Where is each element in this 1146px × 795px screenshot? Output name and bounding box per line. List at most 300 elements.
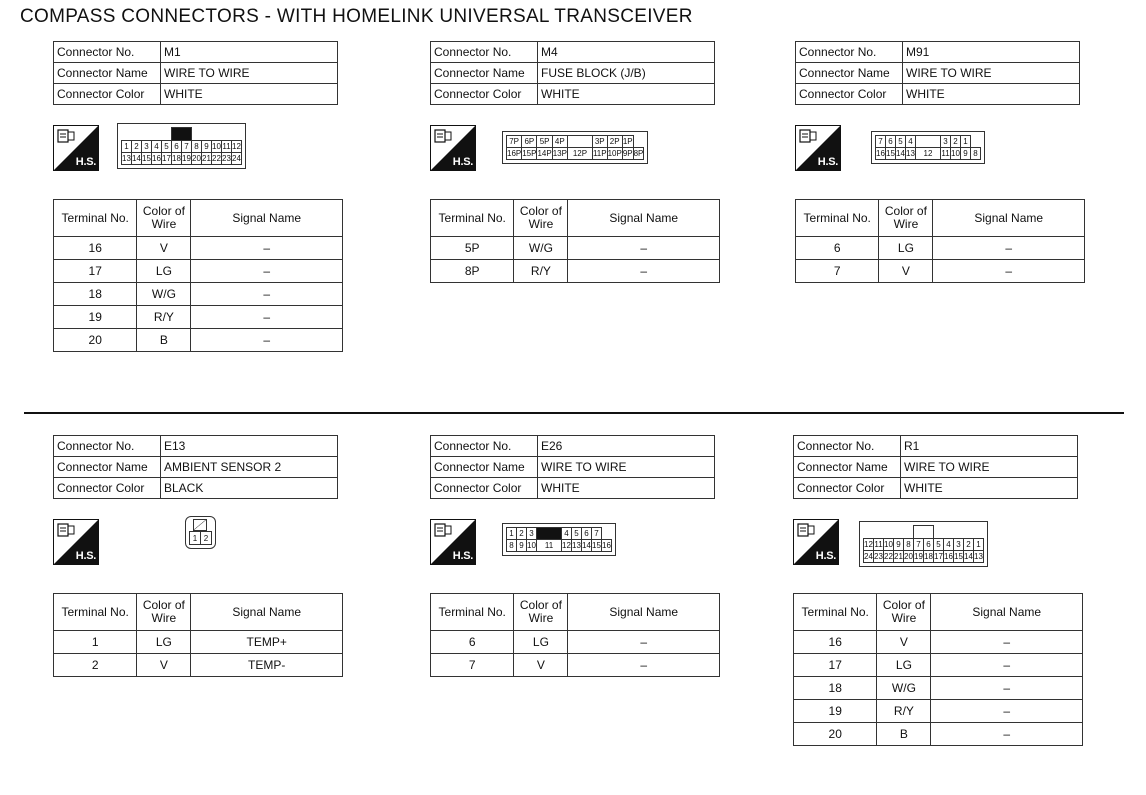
table-row (431, 631, 720, 654)
terminal-no-cell: 1 (54, 631, 137, 654)
terminal-no-cell: 19 (54, 306, 137, 329)
hs-label: H.S. (75, 156, 96, 168)
connector-pin: 5 (572, 528, 582, 540)
connector-pin: 17 (934, 552, 943, 561)
header-signal-name: Signal Name (191, 200, 343, 237)
table-row (794, 700, 1083, 723)
connector-pin: 13 (906, 149, 915, 158)
table-row (794, 677, 1083, 700)
hs-label: H.S. (452, 156, 473, 168)
connector-pin (537, 528, 562, 540)
connector-pin: 18 (924, 552, 933, 561)
header-color-of-wire (879, 200, 933, 237)
wire-color-cell: V (879, 260, 933, 283)
info-value: AMBIENT SENSOR 2 (161, 457, 338, 478)
connector-face-diagram (859, 521, 988, 567)
connector-pin: 10 (884, 540, 893, 549)
header-signal-name: Signal Name (568, 594, 720, 631)
connector-block-m91 (795, 41, 1085, 401)
header-color-of-line2: Wire (528, 611, 554, 625)
info-value: WHITE (901, 478, 1078, 499)
terminal-no-cell: 6 (431, 631, 514, 654)
terminal-no-cell: 8P (431, 260, 514, 283)
table-row (794, 654, 1083, 677)
header-color-of-wire (137, 200, 191, 237)
connector-pin: 9 (202, 141, 212, 153)
hs-label: H.S. (75, 550, 96, 562)
terminal-header-row (794, 594, 1083, 631)
table-row (54, 237, 343, 260)
connector-pin: 6 (582, 528, 592, 540)
connector-pin: 1 (507, 528, 517, 540)
wire-color-cell: W/G (137, 283, 191, 306)
connector-pin: 17 (162, 154, 171, 163)
connector-pin: 12 (232, 142, 241, 151)
connector-pin: 1 (961, 136, 971, 148)
connector-pin: 3 (941, 136, 951, 148)
connector-pin: 15 (592, 541, 601, 550)
info-value: WHITE (903, 84, 1080, 105)
page-title: COMPASS CONNECTORS - WITH HOMELINK UNIVERSAL TRANSCEIVER (20, 6, 693, 27)
terminal-table (793, 593, 1083, 746)
terminal-no-cell: 7 (431, 654, 514, 677)
info-row (431, 63, 715, 84)
header-color-of-wire (877, 594, 931, 631)
connector-pin: 16 (602, 541, 611, 550)
connector-pin: 1 (122, 141, 132, 153)
info-label: Connector Color (54, 478, 161, 499)
wire-color-cell: B (137, 329, 191, 352)
header-color-of-wire (514, 200, 568, 237)
signal-name-cell: – (568, 631, 720, 654)
table-row (794, 631, 1083, 654)
terminal-no-cell: 18 (794, 677, 877, 700)
connector-pin: 11 (222, 142, 231, 151)
connector-pin: 2P (607, 136, 622, 148)
info-label: Connector Color (794, 478, 901, 499)
section-divider (24, 412, 1124, 414)
terminal-no-cell: 19 (794, 700, 877, 723)
connector-pin: 14P (537, 149, 552, 158)
connector-lock-tab (171, 127, 192, 140)
connector-face-diagram (871, 131, 985, 164)
terminal-header-row (431, 200, 720, 237)
signal-name-cell: – (931, 631, 1083, 654)
connector-pin: 2 (517, 528, 527, 540)
info-value: WIRE TO WIRE (161, 63, 338, 84)
table-row (431, 654, 720, 677)
connector-pin: 11 (941, 149, 950, 158)
connector-lock-tab (913, 525, 934, 538)
signal-name-cell: – (931, 723, 1083, 746)
table-row (431, 260, 720, 283)
info-label: Connector No. (431, 436, 538, 457)
connector-pin: 16 (876, 149, 885, 158)
header-color-of-line1: Color of (519, 204, 562, 218)
connector-pin: 13P (552, 149, 567, 158)
connector-pin: 11 (874, 540, 883, 549)
connector-pin: 22 (212, 154, 221, 163)
connector-pin: 1 (190, 532, 201, 545)
sensor-key-mark (193, 519, 207, 531)
terminal-no-cell: 20 (794, 723, 877, 746)
connector-pin: 4 (944, 539, 954, 551)
connector-pin: 16 (944, 552, 953, 561)
info-row (796, 42, 1080, 63)
table-row (796, 237, 1085, 260)
header-color-of-line1: Color of (142, 204, 185, 218)
wire-color-cell: W/G (514, 237, 568, 260)
wire-color-cell: W/G (877, 677, 931, 700)
connector-pin: 12 (562, 541, 571, 550)
connector-pin: 5 (934, 539, 944, 551)
info-value: R1 (901, 436, 1078, 457)
info-value: M91 (903, 42, 1080, 63)
terminal-table (53, 593, 343, 677)
connector-info-table (795, 41, 1080, 105)
wire-color-cell: LG (879, 237, 933, 260)
connector-block-e26 (430, 435, 720, 795)
hs-label: H.S. (815, 550, 836, 562)
connector-pin: 23 (874, 552, 883, 561)
info-label: Connector Name (796, 63, 903, 84)
terminal-header-row (796, 200, 1085, 237)
connector-info-table (53, 435, 338, 499)
table-row (54, 329, 343, 352)
info-label: Connector Color (796, 84, 903, 105)
connector-pin: 10 (212, 142, 221, 151)
info-row (431, 42, 715, 63)
connector-pin: 8 (904, 539, 914, 551)
info-label: Connector Name (54, 63, 161, 84)
info-value: BLACK (161, 478, 338, 499)
info-value: WHITE (538, 478, 715, 499)
signal-name-cell: – (191, 260, 343, 283)
wire-color-cell: R/Y (514, 260, 568, 283)
signal-name-cell: – (933, 260, 1085, 283)
info-row (796, 84, 1080, 105)
connector-pin: 7 (914, 539, 924, 551)
connector-block-e13 (53, 435, 343, 795)
connector-pin: 2 (132, 141, 142, 153)
signal-name-cell: – (931, 677, 1083, 700)
table-row (431, 237, 720, 260)
header-color-of-line1: Color of (884, 204, 927, 218)
connector-pin (567, 136, 592, 148)
info-label: Connector No. (794, 436, 901, 457)
connector-pin: 24 (864, 552, 873, 561)
signal-name-cell: TEMP- (191, 654, 343, 677)
info-value: WHITE (161, 84, 338, 105)
info-value: FUSE BLOCK (J/B) (538, 63, 715, 84)
connector-pin: 4 (562, 528, 572, 540)
info-row (54, 478, 338, 499)
connector-pin: 11P (592, 149, 607, 158)
connector-pin: 20 (192, 154, 201, 163)
terminal-no-cell: 7 (796, 260, 879, 283)
connector-pin: 7 (876, 136, 886, 148)
table-row (54, 654, 343, 677)
signal-name-cell: – (931, 700, 1083, 723)
wire-color-cell: LG (137, 260, 191, 283)
hs-label: H.S. (817, 156, 838, 168)
connector-block-r1 (793, 435, 1083, 795)
info-label: Connector Name (54, 457, 161, 478)
info-label: Connector Name (431, 63, 538, 84)
connector-face-diagram (502, 131, 648, 164)
table-row (54, 283, 343, 306)
connector-pin: 13 (122, 154, 131, 163)
connector-pin: 8 (971, 148, 981, 160)
table-row (794, 723, 1083, 746)
terminal-no-cell: 17 (54, 260, 137, 283)
connector-pin: 21 (202, 154, 211, 163)
connector-pin: 12 (864, 540, 873, 549)
header-color-of-line2: Wire (891, 611, 917, 625)
signal-name-cell: – (568, 237, 720, 260)
info-value: WIRE TO WIRE (901, 457, 1078, 478)
connector-pin: 15P (522, 149, 537, 158)
info-label: Connector Color (431, 84, 538, 105)
connector-pin: 12P (567, 148, 592, 160)
info-value: WIRE TO WIRE (903, 63, 1080, 84)
terminal-no-cell: 16 (794, 631, 877, 654)
info-label: Connector No. (431, 42, 538, 63)
info-value: E26 (538, 436, 715, 457)
connector-pin: 16P (507, 149, 522, 158)
header-color-of-line1: Color of (142, 598, 185, 612)
signal-name-cell: – (568, 654, 720, 677)
connector-pin: 13 (974, 552, 983, 561)
terminal-header-row (54, 594, 343, 631)
header-color-of-line1: Color of (519, 598, 562, 612)
connector-info-table (53, 41, 338, 105)
connector-pin: 6 (886, 136, 896, 148)
header-signal-name: Signal Name (931, 594, 1083, 631)
connector-pin: 4P (552, 136, 567, 148)
table-row (54, 260, 343, 283)
connector-pin: 4 (152, 141, 162, 153)
header-signal-name: Signal Name (191, 594, 343, 631)
terminal-header-row (431, 594, 720, 631)
info-value: M4 (538, 42, 715, 63)
header-color-of-line1: Color of (882, 598, 925, 612)
terminal-no-cell: 17 (794, 654, 877, 677)
harness-side-icon (53, 519, 99, 565)
connector-pin: 12 (916, 148, 941, 160)
info-row (54, 42, 338, 63)
info-value: WHITE (538, 84, 715, 105)
info-value: M1 (161, 42, 338, 63)
connector-face-diagram (185, 516, 216, 549)
header-terminal-no: Terminal No. (796, 200, 879, 237)
terminal-no-cell: 6 (796, 237, 879, 260)
wire-color-cell: B (877, 723, 931, 746)
connector-block-m1 (53, 41, 343, 401)
connector-pin: 21 (894, 552, 903, 561)
terminal-table (430, 593, 720, 677)
harness-side-icon (430, 125, 476, 171)
header-color-of-line2: Wire (528, 217, 554, 231)
wire-color-cell: LG (877, 654, 931, 677)
info-value: WIRE TO WIRE (538, 457, 715, 478)
harness-side-icon (795, 125, 841, 171)
terminal-table (430, 199, 720, 283)
header-terminal-no: Terminal No. (431, 594, 514, 631)
wire-color-cell: R/Y (137, 306, 191, 329)
connector-pin: 10P (607, 149, 622, 158)
connector-pin: 9P (622, 149, 633, 158)
terminal-no-cell: 5P (431, 237, 514, 260)
connector-face-diagram (502, 523, 616, 556)
info-row (794, 478, 1078, 499)
signal-name-cell: – (191, 306, 343, 329)
info-label: Connector Color (54, 84, 161, 105)
connector-pin: 15 (954, 552, 963, 561)
connector-pin: 10 (527, 541, 536, 550)
signal-name-cell: – (191, 329, 343, 352)
wire-color-cell: V (514, 654, 568, 677)
connector-pin: 23 (222, 154, 231, 163)
info-row (54, 436, 338, 457)
connector-pin: 6 (172, 141, 182, 153)
wire-color-cell: V (877, 631, 931, 654)
header-color-of-line2: Wire (893, 217, 919, 231)
terminal-no-cell: 2 (54, 654, 137, 677)
info-row (794, 457, 1078, 478)
info-row (54, 63, 338, 84)
connector-pin: 6P (522, 136, 537, 148)
connector-pin: 20 (904, 552, 913, 561)
connector-pin: 4 (906, 136, 916, 148)
header-signal-name: Signal Name (568, 200, 720, 237)
table-row (54, 631, 343, 654)
signal-name-cell: – (191, 237, 343, 260)
header-color-of-line2: Wire (151, 217, 177, 231)
harness-side-icon (430, 519, 476, 565)
connector-pin: 16 (152, 154, 161, 163)
connector-pin: 14 (896, 149, 905, 158)
connector-pin: 11 (537, 540, 562, 552)
connector-pin: 7 (592, 528, 602, 540)
info-row (54, 84, 338, 105)
harness-side-icon (793, 519, 839, 565)
connector-pin: 3 (527, 528, 537, 540)
connector-pin: 19 (914, 552, 923, 561)
terminal-no-cell: 18 (54, 283, 137, 306)
connector-pin: 2 (201, 532, 212, 545)
info-value: E13 (161, 436, 338, 457)
info-label: Connector No. (54, 436, 161, 457)
connector-pin: 8P (633, 149, 644, 158)
terminal-table (795, 199, 1085, 283)
info-label: Connector Color (431, 478, 538, 499)
connector-pin: 7 (182, 141, 192, 153)
connector-pin (916, 136, 941, 148)
header-color-of-wire (514, 594, 568, 631)
info-row (431, 457, 715, 478)
connector-pin: 10 (951, 149, 960, 158)
connector-pin: 5 (896, 136, 906, 148)
harness-side-icon (53, 125, 99, 171)
terminal-no-cell: 16 (54, 237, 137, 260)
connector-pin: 9 (894, 539, 904, 551)
connector-pin: 22 (884, 552, 893, 561)
connector-pin: 8 (192, 141, 202, 153)
connector-pin: 9 (961, 148, 971, 160)
header-color-of-wire (137, 594, 191, 631)
info-label: Connector Name (794, 457, 901, 478)
connector-pin: 1 (974, 539, 984, 551)
connector-pin: 15 (142, 154, 151, 163)
header-color-of-line2: Wire (151, 611, 177, 625)
hs-label: H.S. (452, 550, 473, 562)
info-label: Connector No. (54, 42, 161, 63)
info-row (794, 436, 1078, 457)
table-row (796, 260, 1085, 283)
info-row (431, 436, 715, 457)
connector-pin: 3 (142, 141, 152, 153)
connector-pin: 14 (964, 552, 973, 561)
connector-pin: 7P (507, 136, 522, 148)
info-row (431, 84, 715, 105)
terminal-header-row (54, 200, 343, 237)
connector-pin: 6 (924, 539, 934, 551)
header-terminal-no: Terminal No. (54, 200, 137, 237)
terminal-table (53, 199, 343, 352)
connector-pin: 13 (572, 541, 581, 550)
connector-pin: 3 (954, 539, 964, 551)
connector-pin: 19 (182, 154, 191, 163)
signal-name-cell: – (568, 260, 720, 283)
signal-name-cell: – (931, 654, 1083, 677)
connector-pin: 3P (592, 136, 607, 148)
connector-info-table (430, 435, 715, 499)
info-row (796, 63, 1080, 84)
connector-pin: 2 (951, 136, 961, 148)
header-terminal-no: Terminal No. (431, 200, 514, 237)
signal-name-cell: – (933, 237, 1085, 260)
connector-info-table (430, 41, 715, 105)
header-terminal-no: Terminal No. (794, 594, 877, 631)
connector-pin: 18 (172, 154, 181, 163)
signal-name-cell: – (191, 283, 343, 306)
terminal-no-cell: 20 (54, 329, 137, 352)
connector-pin: 15 (886, 149, 895, 158)
connector-pin: 5P (537, 136, 552, 148)
header-terminal-no: Terminal No. (54, 594, 137, 631)
connector-pin: 8 (507, 540, 517, 552)
connector-info-table (793, 435, 1078, 499)
wire-color-cell: LG (137, 631, 191, 654)
connector-pin: 14 (132, 154, 141, 163)
connector-pin: 9 (517, 540, 527, 552)
wire-color-cell: V (137, 237, 191, 260)
connector-pin: 1P (622, 137, 633, 146)
connector-face-diagram (117, 123, 246, 169)
info-row (431, 478, 715, 499)
connector-pin: 24 (232, 154, 241, 163)
wire-color-cell: R/Y (877, 700, 931, 723)
header-signal-name: Signal Name (933, 200, 1085, 237)
connector-pin: 2 (964, 539, 974, 551)
info-row (54, 457, 338, 478)
signal-name-cell: TEMP+ (191, 631, 343, 654)
info-label: Connector No. (796, 42, 903, 63)
wire-color-cell: LG (514, 631, 568, 654)
table-row (54, 306, 343, 329)
connector-block-m4 (430, 41, 720, 401)
